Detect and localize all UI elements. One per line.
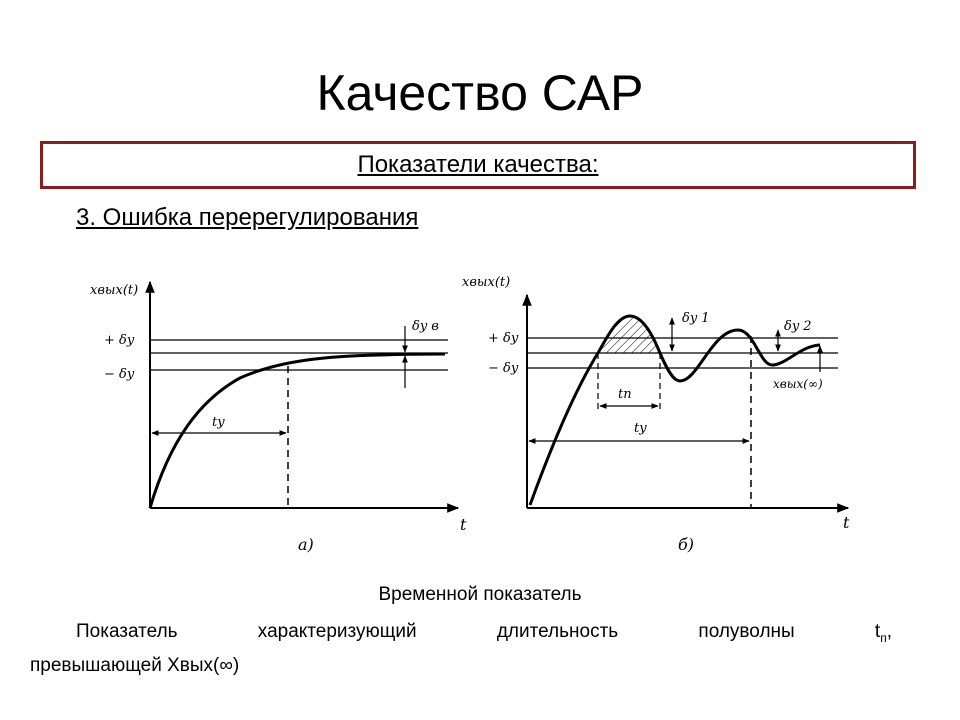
panel-b-ty-label: ty bbox=[634, 421, 647, 436]
panel-b-y-label: xвых(t) bbox=[462, 275, 511, 290]
word-4: полуволны bbox=[698, 621, 795, 642]
figure-caption: Временной показатель bbox=[378, 584, 582, 605]
panel-b-t-label: t bbox=[843, 513, 850, 532]
panel-b-response-curve bbox=[530, 316, 820, 505]
t-subscript: п bbox=[880, 630, 887, 645]
comma: , bbox=[886, 621, 892, 642]
box-heading: Показатели качества: bbox=[357, 151, 599, 178]
panel-b-delta2-label: δy 2 bbox=[784, 319, 812, 334]
section-subtitle: 3. Ошибка перерегулирования bbox=[76, 204, 419, 231]
panel-a-response-curve bbox=[150, 354, 445, 508]
panel-a bbox=[150, 282, 458, 508]
panel-b-caption: б) bbox=[678, 535, 695, 554]
panel-a-minus-delta: − δy bbox=[104, 367, 135, 382]
heading-box bbox=[40, 141, 916, 189]
description-line-1 bbox=[30, 618, 892, 652]
panel-b-tn-label: tn bbox=[618, 387, 632, 402]
transient-response-figure bbox=[0, 250, 960, 570]
description-line-2: превышающей Хвых(∞) bbox=[30, 654, 240, 676]
t-symbol: t bbox=[874, 621, 881, 642]
t-n-symbol bbox=[875, 618, 892, 652]
word-2: характеризующий bbox=[257, 621, 417, 642]
panel-a-y-label: xвых(t) bbox=[90, 283, 139, 298]
slide-title: Качество САР bbox=[316, 65, 644, 121]
panel-a-t-label: t bbox=[460, 515, 467, 534]
panel-a-delta-mark: δy в bbox=[412, 319, 439, 334]
panel-b-minus-delta: − δy bbox=[488, 361, 519, 376]
panel-b-plus-delta: + δy bbox=[488, 331, 519, 346]
word-3: длительность bbox=[496, 621, 619, 642]
panel-a-ty-label: ty bbox=[212, 415, 225, 430]
description-paragraph bbox=[30, 618, 892, 680]
panel-a-caption: а) bbox=[298, 535, 314, 554]
panel-a-plus-delta: + δy bbox=[104, 333, 135, 348]
panel-b-steady-label: xвых(∞) bbox=[773, 377, 823, 391]
word-1: Показатель bbox=[76, 621, 178, 642]
panel-b-delta1-label: δy 1 bbox=[682, 311, 710, 326]
